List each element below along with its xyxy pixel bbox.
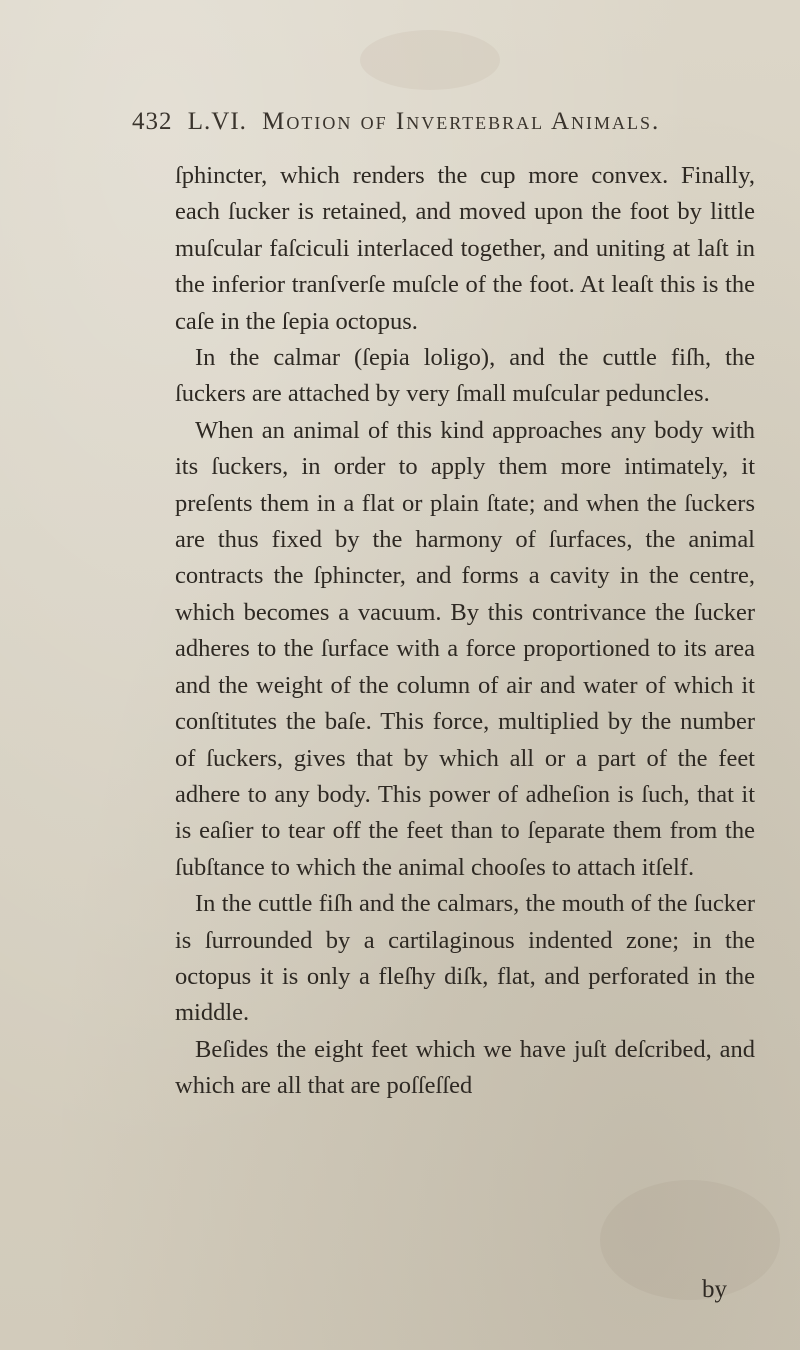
paper-stain [600, 1180, 780, 1300]
paper-stain [360, 30, 500, 90]
page-number: 432 [132, 108, 173, 135]
paragraph: In the calmar (ſepia loligo), and the cuttle fiſh, the ſuckers are attached by very ſmall muſcular peduncles. [175, 344, 755, 408]
paragraph: When an animal of this kind approaches any body with its ſuckers, in order to apply them more intimately, it preſents them in a flat or plain ſtate; and when the ſuckers are thus fixed by the harmony of ſurfaces, the animal contracts the ſphincter, and forms a cavity in the centre, which becomes a vacuum. By this contrivance the ſucker adheres to the ſurface with a force proportioned to its area and the weight of the column of air and water of which it conſtitutes the baſe. This force, multiplied by the number of ſuckers, gives that by which all or a part of the feet adhere to any body. This power of adheſion is ſuch, that it is eaſier to tear off the feet than to ſeparate them from the ſubſtance to which the animal chooſes to attach itſelf. [175, 416, 755, 881]
chapter-label: L.VI. [187, 108, 247, 135]
body-text [175, 158, 755, 1105]
paragraph: ſphincter, which renders the cup more convex. Finally, each ſucker is retained, and moved upon the foot by little muſcular faſciculi interlaced together, and uniting at laſt in the inferior tranſverſe muſcle of the foot. At leaſt this is the caſe in the ſepia octopus. [175, 162, 755, 335]
paragraph: Beſides the eight feet which we have juſt deſcribed, and which are all that are poſſeſſed [175, 1035, 755, 1100]
running-header [132, 108, 732, 144]
paragraph: In the cuttle fiſh and the calmars, the mouth of the ſucker is ſurrounded by a cartilaginous indented zone; in the octopus it is only a fleſhy diſk, flat, and perforated in the middle. [175, 890, 755, 1027]
running-title: Motion of Invertebral Animals. [262, 108, 661, 135]
catchword: by [702, 1276, 727, 1303]
